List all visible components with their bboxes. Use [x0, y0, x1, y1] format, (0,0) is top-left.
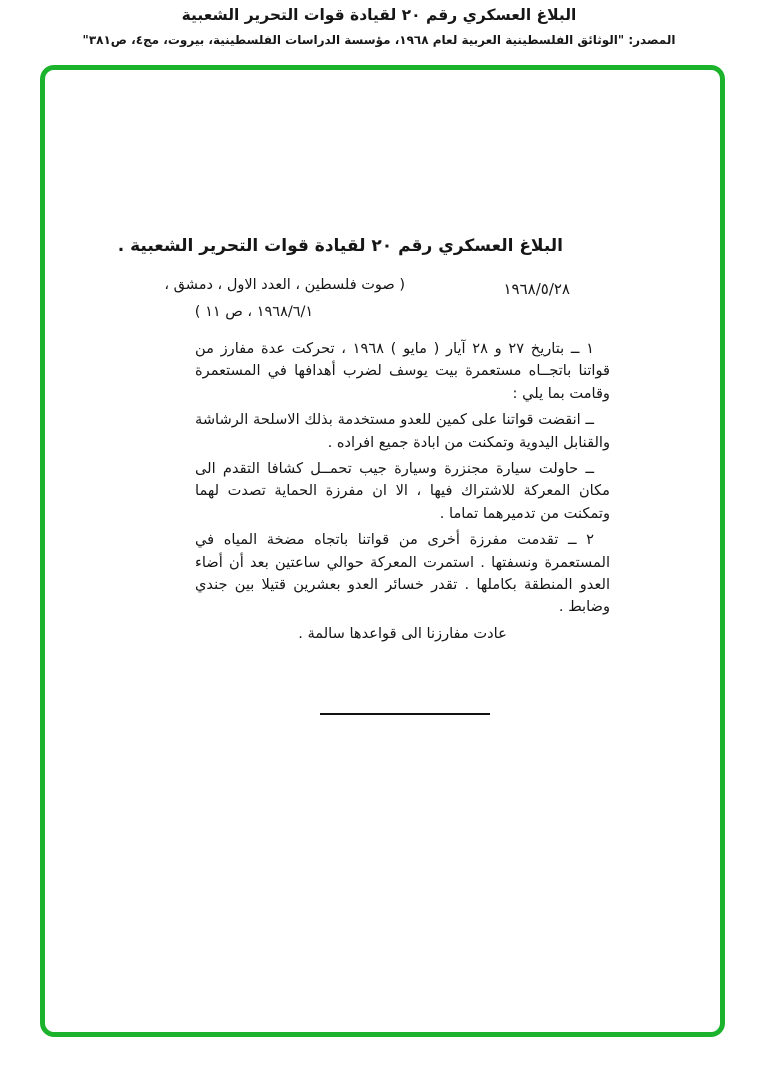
communique-date: ١٩٦٨/٥/٢٨ [503, 280, 570, 298]
paragraph-4: ٢ ــ تقدمت مفرزة أخرى من قواتنا باتجاه مضخة المياه في المستعمرة ونسفتها . استمرت المعركة حوالي ساعتين بعد أن أضاء العدو المنطقة بكاملها . تقدر خسائر العدو بعشرين قتيلا بين جندي وضابط . [195, 531, 610, 616]
source-citation-block [103, 272, 405, 326]
page-header-title: البلاغ العسكري رقم ٢٠ لقيادة قوات التحرير الشعبية [181, 6, 577, 24]
paragraph-1: ١ ــ بتاريخ ٢٧ و ٢٨ آيار ( مايو ) ١٩٦٨ ، تحركت عدة مفارز من قواتنا باتجــاه مستعمرة بيت يوسف لضرب أهدافها في المستعمرة وقامت بما يلي : [195, 340, 610, 402]
closing-line: عادت مفارزنا الى قواعدها سالمة . [298, 624, 507, 642]
paragraph-3: ــ حاولت سيارة مجنزرة وسيارة جيب تحمــل كشافا التقدم الى مكان المعركة للاشتراك فيها ، الا ان مفرزة الحماية تصدت لهما وتمكنت من تدميرهما تماما . [195, 460, 610, 522]
communique-body [195, 338, 610, 649]
paragraph-2: ــ انقضت قواتنا على كمين للعدو مستخدمة بذلك الاسلحة الرشاشة والقنابل اليدوية وتمكنت من ابادة جميع افراده . [195, 411, 610, 451]
divider-line [320, 713, 490, 715]
citation-line-1: ( صوت فلسطين ، العدد الاول ، دمشق ، [164, 277, 405, 293]
page-header-source-citation: المصدر: "الوثائق الفلسطينية العربية لعام ١٩٦٨، مؤسسة الدراسات الفلسطينية، بيروت، مج٤، ص٣٨١" [82, 33, 676, 47]
citation-line-2: ١٩٦٨/٦/١ ، ص ١١ ) [194, 304, 314, 320]
communique-title: البلاغ العسكري رقم ٢٠ لقيادة قوات التحرير الشعبية . [117, 236, 563, 256]
